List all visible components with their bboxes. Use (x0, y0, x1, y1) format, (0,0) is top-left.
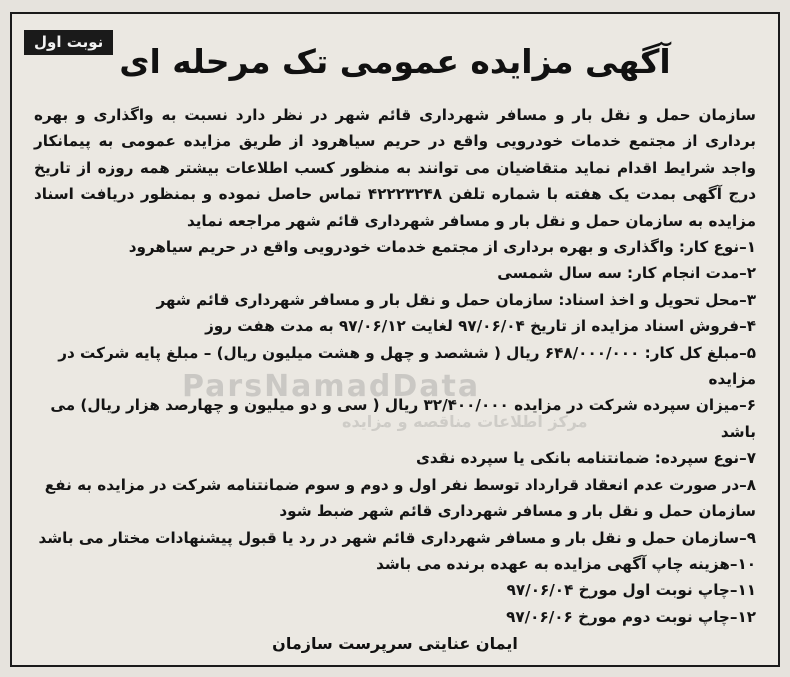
list-item: ۷–نوع سپرده: ضمانتنامه بانکی یا سپرده نقدی (416, 449, 756, 468)
watermark-subtext: مرکز اطلاعات مناقصه و مزایده (342, 412, 588, 431)
ad-body (34, 102, 756, 630)
watermark-logo-text: ParsNamadData (182, 369, 481, 404)
list-item: ۱۱–چاپ نوبت اول مورخ ۹۷/۰۶/۰۴ (506, 581, 756, 600)
list-item: ۱۰–هزینه چاپ آگهی مزایده به عهده برنده می باشد (376, 554, 756, 573)
edition-badge: نوبت اول (24, 30, 113, 55)
conditions-list (34, 234, 756, 630)
list-item: ۵–مبلغ کل کار: ۶۴۸/۰۰۰/۰۰۰ ریال ( ششصد و چهل و هشت میلیون ریال) – مبلغ پایه شرکت در مزایده (58, 343, 756, 389)
list-item: ۱۲–چاپ نوبت دوم مورخ ۹۷/۰۶/۰۶ (506, 607, 756, 626)
ad-title: آگهی مزایده عمومی تک مرحله ای (119, 42, 671, 81)
list-item: ۴–فروش اسناد مزایده از تاریخ ۹۷/۰۶/۰۴ لغایت ۹۷/۰۶/۱۲ به مدت هفت روز (205, 317, 756, 336)
ad-frame (10, 12, 780, 667)
list-item: ۸–در صورت عدم انعقاد قرارداد توسط نفر اول و دوم و سوم ضمانتنامه شرکت در مزایده به نفع سازمان حمل و نقل بار و مسافر شهرداری قائم شهر ضبط شود (44, 475, 756, 521)
list-item: ۹–سازمان حمل و نقل بار و مسافر شهرداری قائم شهر در رد یا قبول پیشنهادات مختار می باشد (38, 528, 756, 547)
intro-paragraph: سازمان حمل و نقل بار و مسافر شهرداری قائم شهر در نظر دارد نسبت به واگذاری و بهره برداری از مجتمع خدمات خودرویی واقع در حریم سیاهرود از طریق مزایده عمومی به پیمانکار واجد شرایط اقدام نماید متقاضیان می توانند به منظور کسب اطلاعات بیشتر همه روزه از تاریخ درج آگهی بمدت یک هفته با شماره تلفن ۴۲۲۲۳۲۴۸ تماس حاصل نموده و بمنظور دریافت اسناد مزایده به سازمان حمل و نقل بار و مسافر شهرداری قائم شهر مراجعه نماید (34, 106, 756, 230)
list-item: ۱–نوع کار: واگذاری و بهره برداری از مجتمع خدمات خودرویی واقع در حریم سیاهرود (128, 238, 756, 257)
list-item: ۲–مدت انجام کار: سه سال شمسی (497, 264, 756, 283)
list-item: ۳–محل تحویل و اخذ اسناد: سازمان حمل و نقل بار و مسافر شهرداری قائم شهر (156, 290, 756, 309)
signature: ایمان عنایتی سرپرست سازمان (272, 634, 518, 653)
list-item: ۶–میزان سپرده شرکت در مزایده ۳۲/۴۰۰/۰۰۰ ریال ( سی و دو میلیون و چهارصد هزار ریال) می باشد (50, 396, 756, 441)
